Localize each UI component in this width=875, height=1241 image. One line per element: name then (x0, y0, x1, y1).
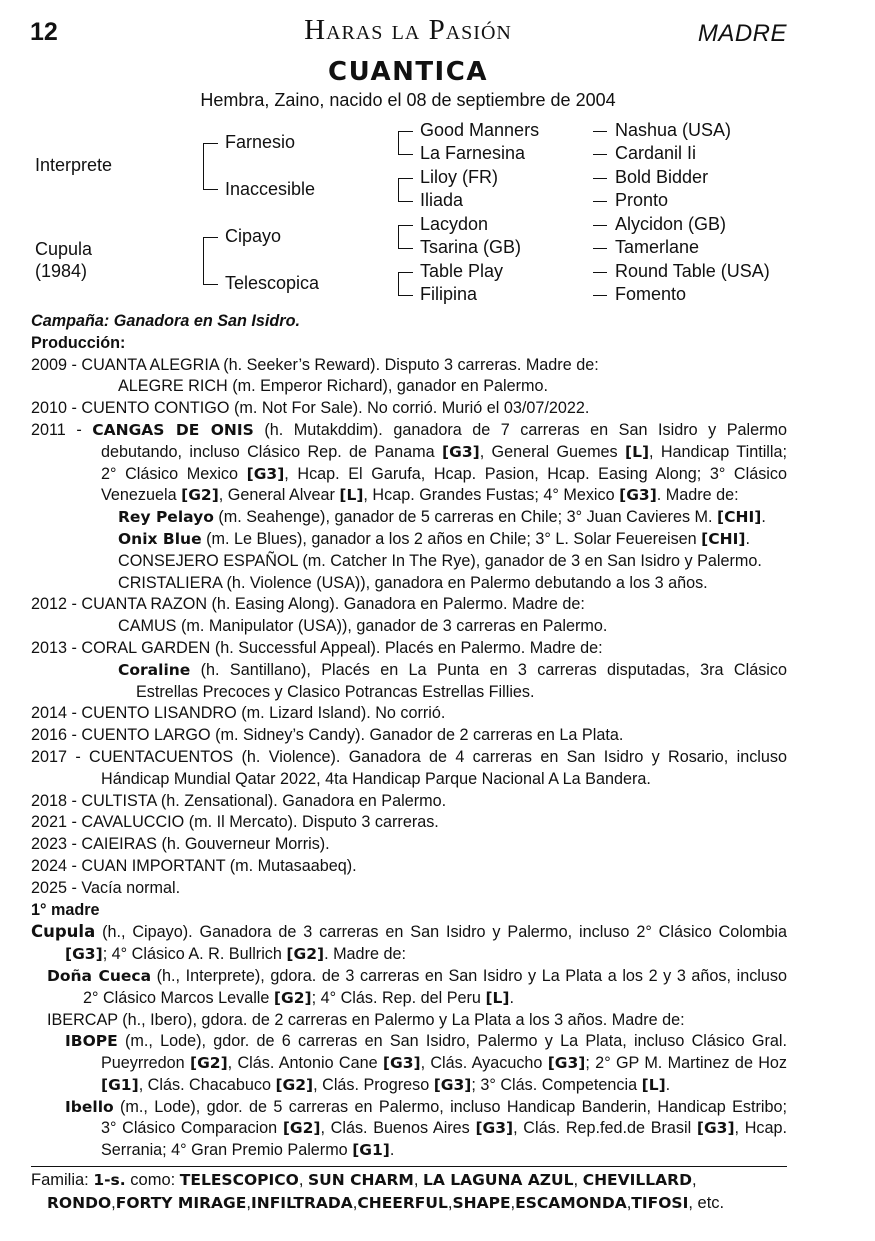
family-footer (31, 1169, 787, 1215)
third-gen-entry: IBOPE (m., Lode), gdor. de 6 carreras en San Isidro, Palermo y La Plata, incluso Clásico Gral. (65, 1032, 787, 1051)
pedigree-gen3: Filipina (420, 284, 478, 304)
pedigree-dash (593, 295, 607, 296)
pedigree-gen2: Telescopica (225, 273, 320, 293)
production-body (31, 311, 787, 1162)
pedigree-bracket (398, 178, 413, 202)
pedigree-gen3: Good Manners (420, 120, 540, 140)
pedigree-gen3: La Farnesina (420, 143, 526, 163)
pedigree-gen4: Fomento (615, 284, 687, 304)
section-label: MADRE (697, 20, 787, 47)
pedigree-sire: Interprete (35, 155, 113, 175)
campaign-line: Campaña: Ganadora en San Isidro. (31, 312, 300, 330)
pedigree-gen4: Round Table (USA) (615, 261, 770, 281)
production-entry: 2025 - Vacía normal. (31, 878, 181, 897)
pedigree-gen3: Liloy (FR) (420, 167, 499, 187)
first-dam-heading: 1° madre (31, 900, 100, 919)
pedigree-bracket (398, 225, 413, 249)
second-gen-entry: IBERCAP (h., Ibero), gdora. de 2 carreras en Palermo y La Plata a los 3 años. Madre de: (47, 1010, 685, 1029)
production-entry: 2009 - CUANTA ALEGRIA (h. Seeker’s Reward). Disputo 3 carreras. Madre de: (31, 355, 599, 374)
offspring-entry: Coraline (h. Santillano), Placés en La Punta en 3 carreras disputadas, 3ra Clásico (118, 660, 787, 679)
production-entry: 2010 - CUENTO CONTIGO (m. Not For Sale). No corrió. Murió el 03/07/2022. (31, 399, 590, 418)
production-entry-cont: Hándicap Mundial Qatar 2022, 4ta Handicap Parque Nacional A La Bandera. (101, 769, 651, 788)
pedigree-gen3: Table Play (420, 261, 504, 281)
pedigree-bracket (398, 131, 413, 155)
pedigree-gen4: Bold Bidder (615, 167, 709, 187)
offspring-entry: Rey Pelayo (m. Seahenge), ganador de 5 carreras en Chile; 3° Juan Cavieres M. [CHI]. (118, 508, 766, 527)
production-entry: 2016 - CUENTO LARGO (m. Sidney’s Candy). Ganador de 2 carreras en La Plata. (31, 726, 624, 745)
production-entry-cont: debutando, incluso Clásico Rep. de Panama [G3], General Guemes [L], Handicap Tintilla; (101, 442, 787, 461)
production-entry: 2021 - CAVALUCCIO (m. Il Mercato). Disputo 3 carreras. (31, 813, 439, 832)
pedigree-bracket (203, 237, 218, 285)
pedigree-dam-year: (1984) (35, 261, 88, 281)
farm-title: Haras la Pasión (304, 14, 512, 46)
offspring-entry: CAMUS (m. Manipulator (USA)), ganador de 3 carreras en Palermo. (118, 617, 608, 636)
pedigree-gen3: Lacydon (420, 214, 489, 234)
production-entry: 2017 - CUENTACUENTOS (h. Violence). Ganadora de 4 carreras en San Isidro y Rosario, incluso (31, 747, 787, 766)
family-line: Familia: 1-s. como: TELESCOPICO, SUN CHARM, LA LAGUNA AZUL, CHEVILLARD, (31, 1171, 697, 1189)
first-dam-entry: Cupula (h., Cipayo). Ganadora de 3 carreras en San Isidro y Palermo, incluso 2° Clásico Colombia (31, 922, 787, 942)
offspring-entry: CONSEJERO ESPAÑOL (m. Catcher In The Rye), ganador de 3 en San Isidro y Palermo. (118, 551, 762, 570)
pedigree-dash (593, 154, 607, 155)
horse-name: CUANTICA (328, 57, 488, 87)
third-gen-entry-cont: 3° Clásico Comparacion [G2], Clás. Buenos Aires [G3], Clás. Rep.fed.de Brasil [G3], Hcap. (101, 1119, 787, 1138)
production-entry: 2011 - CANGAS DE ONIS (h. Mutakddim). ganadora de 7 carreras en San Isidro y Palermo (31, 420, 787, 439)
first-dam-entry-cont: [G3]; 4° Clásico A. R. Bullrich [G2]. Madre de: (65, 945, 406, 964)
production-entry-cont: Venezuela [G2], General Alvear [L], Hcap. Grandes Fustas; 4° Mexico [G3]. Madre de: (101, 486, 739, 505)
pedigree-bracket (398, 272, 413, 296)
offspring-entry-cont: Estrellas Precoces y Clasico Potrancas Estrellas Fillies. (136, 682, 535, 701)
pedigree-gen2: Cipayo (225, 226, 282, 246)
production-entry: 2023 - CAIEIRAS (h. Gouverneur Morris). (31, 835, 330, 854)
third-gen-entry: Ibello (m., Lode), gdor. de 5 carreras en Palermo, incluso Handicap Banderin, Handicap Estribo; (65, 1097, 787, 1116)
pedigree-gen4: Tamerlane (615, 237, 700, 257)
pedigree-gen2: Farnesio (225, 132, 296, 152)
production-entry-cont: 2° Clásico Mexico [G3], Hcap. El Garufa, Hcap. Pasion, Hcap. Easing Along; 3° Clásico (101, 464, 787, 483)
pedigree-gen3: Iliada (420, 190, 464, 210)
page-number: 12 (30, 18, 58, 46)
offspring-entry: ALEGRE RICH (m. Emperor Richard), ganador en Palermo. (118, 377, 549, 396)
second-gen-entry: Doña Cueca (h., Interprete), gdora. de 3 carreras en San Isidro y La Plata a los 2 y 3 años, incluso (47, 966, 787, 985)
production-entry: 2012 - CUANTA RAZON (h. Easing Along). Ganadora en Palermo. Madre de: (31, 595, 585, 614)
pedigree-bracket (203, 143, 218, 190)
pedigree-dash (593, 201, 607, 202)
horse-subtitle: Hembra, Zaino, nacido el 08 de septiembre de 2004 (200, 90, 616, 110)
pedigree-gen4: Pronto (615, 190, 669, 210)
pedigree-dash (593, 131, 607, 132)
pedigree-dash (593, 225, 607, 226)
family-line-cont: RONDO,FORTY MIRAGE,INFILTRADA,CHEERFUL,SHAPE,ESCAMONDA,TIFOSI, etc. (47, 1194, 725, 1212)
pedigree-dash (593, 272, 607, 273)
offspring-entry: Onix Blue (m. Le Blues), ganador a los 2 años en Chile; 3° L. Solar Feuereisen [CHI]. (118, 529, 750, 548)
third-gen-entry-cont: Pueyrredon [G2], Clás. Antonio Cane [G3], Clás. Ayacucho [G3]; 2° GP M. Martinez de Hoz (101, 1054, 788, 1073)
pedigree-gen4: Cardanil Ii (615, 143, 697, 163)
third-gen-entry-cont: Serrania; 4° Gran Premio Palermo [G1]. (101, 1141, 395, 1160)
pedigree-gen2: Inaccesible (225, 179, 316, 199)
production-entry: 2024 - CUAN IMPORTANT (m. Mutasaabeq). (31, 856, 357, 875)
offspring-entry: CRISTALIERA (h. Violence (USA)), ganadora en Palermo debutando a los 3 años. (118, 573, 708, 592)
pedigree-dash (593, 178, 607, 179)
pedigree-gen3: Tsarina (GB) (420, 237, 522, 257)
production-entry: 2013 - CORAL GARDEN (h. Successful Appeal). Placés en Palermo. Madre de: (31, 638, 603, 657)
pedigree-dam: Cupula (35, 239, 93, 259)
footer-divider (31, 1166, 787, 1167)
pedigree-gen4: Nashua (USA) (615, 120, 732, 140)
pedigree-dash (593, 248, 607, 249)
production-entry: 2014 - CUENTO LISANDRO (m. Lizard Island). No corrió. (31, 704, 446, 723)
production-heading: Producción: (31, 333, 126, 352)
production-entry: 2018 - CULTISTA (h. Zensational). Ganadora en Palermo. (31, 791, 447, 810)
stakes-winner-name: CANGAS DE ONIS (92, 420, 254, 439)
second-gen-entry-cont: 2° Clásico Marcos Levalle [G2]; 4° Clás. Rep. del Peru [L]. (83, 988, 514, 1007)
pedigree-gen4: Alycidon (GB) (615, 214, 727, 234)
third-gen-entry-cont: [G1], Clás. Chacabuco [G2], Clás. Progreso [G3]; 3° Clás. Competencia [L]. (101, 1075, 671, 1094)
